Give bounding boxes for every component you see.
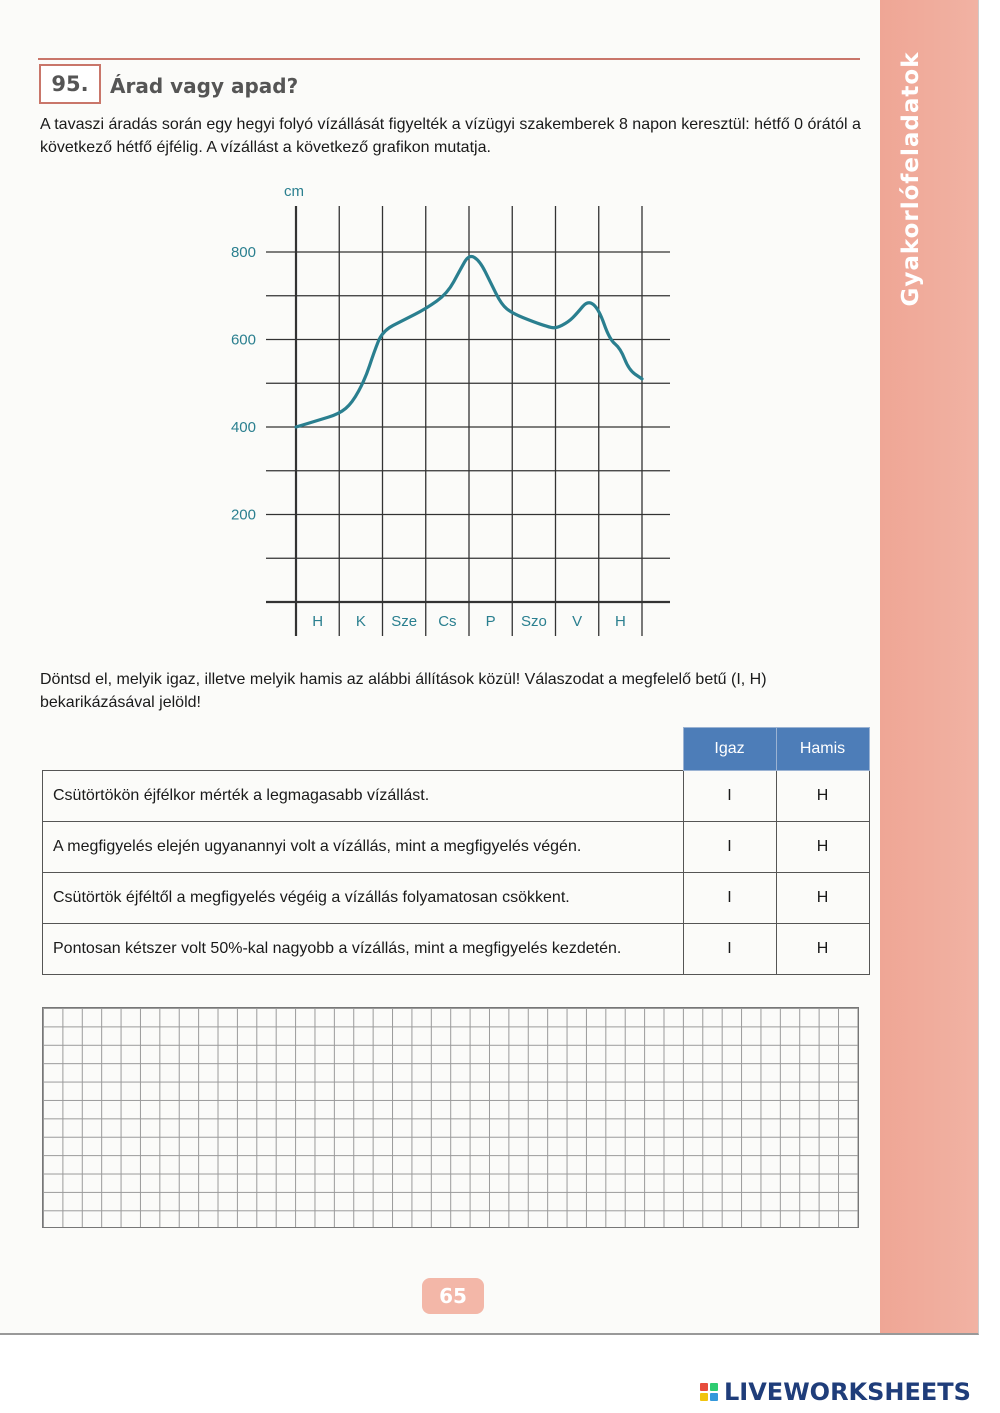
option-true[interactable]: I <box>683 873 776 924</box>
statement: Csütörtök éjféltől a megfigyelés végéig a vízállás folyamatosan csökkent. <box>43 873 684 924</box>
task-intro: A tavaszi áradás során egy hegyi folyó vízállását figyelték a vízügyi szakemberek 8 napon keresztül: hétfő 0 órától a következő hétfő éjfélig. A vízállást a következő grafikon mutatja. <box>40 116 861 156</box>
x-tick-label: H <box>312 613 324 630</box>
option-true[interactable]: I <box>683 771 776 822</box>
header-false: Hamis <box>776 728 869 771</box>
y-tick-label: 800 <box>230 244 256 261</box>
y-axis-label: cm <box>284 183 304 200</box>
task-question: Döntsd el, melyik igaz, illetve melyik hamis az alábbi állítások közül! Válaszodat a megfelelő betű (I, H) bekarikázásával jelöld! <box>40 671 767 711</box>
water-level-chart <box>200 170 680 645</box>
option-true[interactable]: I <box>683 924 776 975</box>
table-header-blank <box>43 728 684 771</box>
x-tick-label: H <box>614 613 626 630</box>
x-tick-label: Szo <box>520 613 547 630</box>
brand-logo-icon <box>700 1383 718 1401</box>
page-number: 65 <box>422 1278 484 1314</box>
brand-name: LIVEWORKSHEETS <box>724 1378 971 1406</box>
brand-logo <box>700 1378 971 1406</box>
x-tick-label: Sze <box>391 613 418 630</box>
y-tick-label: 600 <box>230 331 256 349</box>
y-tick-label: 400 <box>230 419 256 436</box>
x-tick-label: Cs <box>438 613 457 630</box>
option-true[interactable]: I <box>683 822 776 873</box>
top-rule <box>38 58 860 60</box>
scratch-grid[interactable] <box>42 1007 859 1228</box>
table-row <box>43 822 870 873</box>
x-tick-label: K <box>355 613 366 630</box>
option-false[interactable]: H <box>776 924 869 975</box>
task-title: Árad vagy apad? <box>110 74 299 98</box>
y-tick-label: 200 <box>230 506 256 524</box>
task-number: 95. <box>39 64 101 104</box>
option-false[interactable]: H <box>776 822 869 873</box>
table-row <box>43 771 870 822</box>
option-false[interactable]: H <box>776 771 869 822</box>
statement: A megfigyelés elején ugyanannyi volt a vízállás, mint a megfigyelés végén. <box>43 822 684 873</box>
table-row <box>43 924 870 975</box>
statement: Pontosan kétszer volt 50%-kal nagyobb a vízállás, mint a megfigyelés kezdetén. <box>43 924 684 975</box>
table-row <box>43 873 870 924</box>
header-true: Igaz <box>683 728 776 771</box>
x-tick-label: V <box>572 613 583 630</box>
x-tick-label: P <box>485 613 496 630</box>
statement: Csütörtökön éjfélkor mérték a legmagasabb vízállást. <box>43 771 684 822</box>
option-false[interactable]: H <box>776 873 869 924</box>
worksheet-page: Gyakorlófeladatok 95. Árad vagy apad? A tavaszi áradás során egy hegyi folyó vízállását figyelték a vízügyi szakemberek 8 napon keresztül: hétfő 0 órától a következő hétfő éjfélig. A vízállást a következő grafikon mutatja. cm 200 400 600 800 H K Sze Cs P Szo V H Döntsd el, melyik igaz, illetve melyik hamis az alábbi állítások közül! Válaszodat a megfelelő betű (I, H) bekarikázásával jelöld! Igaz Hamis Csütörtökön éjfélkor mérték a legmagasabb vízállást. I H A megfigyelés elején ugyanannyi volt a vízállás, mint a megfigyelés végén. I H Csütörtök éjféltől a megfigyelés végéig a vízállás folyamatosan csökkent. I H Pontosan kétszer volt 50%-kal nagyobb a vízállás, mint a megfigyelés kezdetén. I H 65 <box>0 0 979 1335</box>
true-false-table <box>42 727 870 975</box>
side-tab <box>880 0 978 1333</box>
